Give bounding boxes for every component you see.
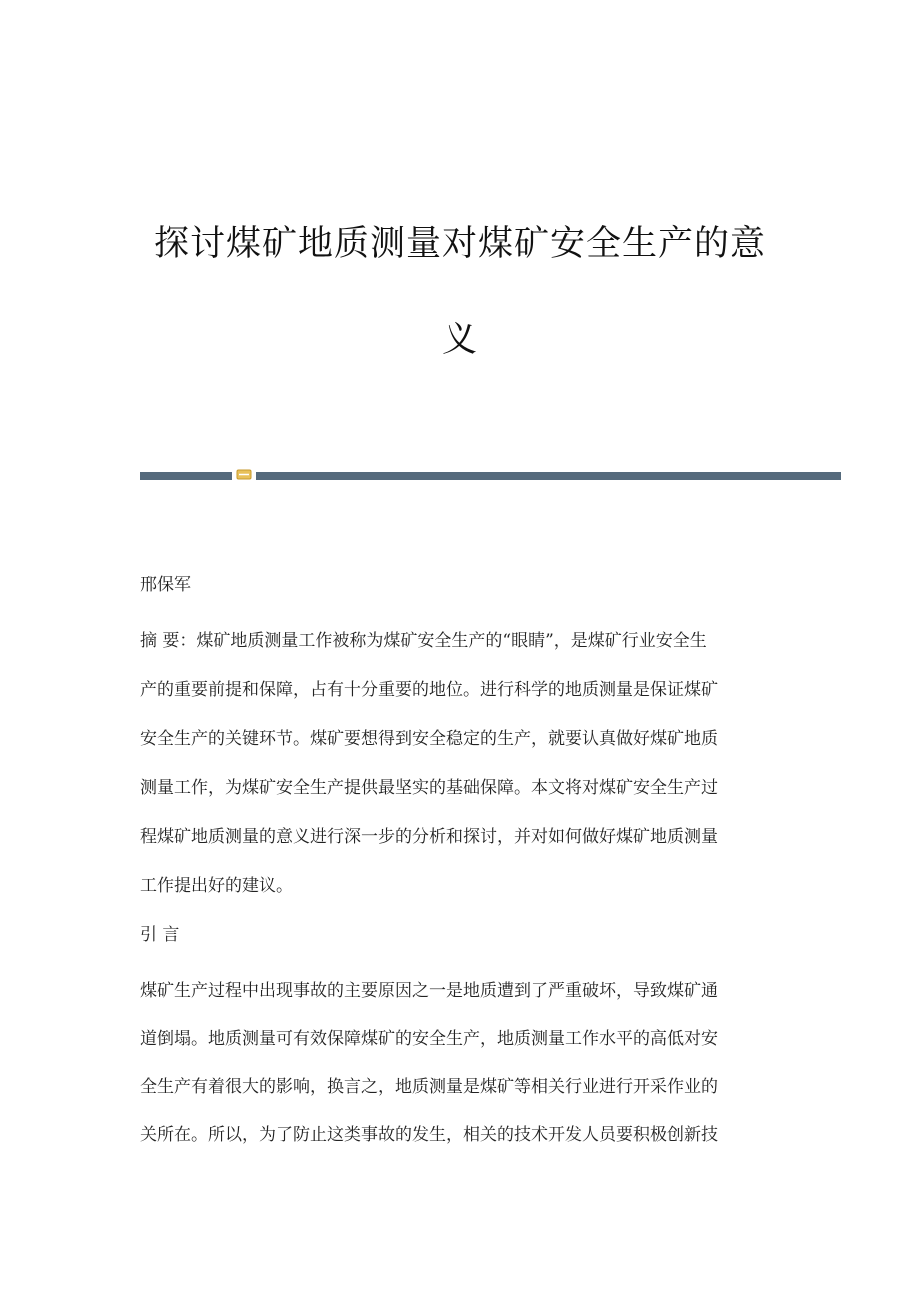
intro-line: 全生产有着很大的影响，换言之，地质测量是煤矿等相关行业进行开采作业的 [140, 1077, 718, 1097]
abstract-line: 产的重要前提和保障，占有十分重要的地位。进行科学的地质测量是保证煤矿 [140, 680, 718, 700]
pencil-icon [236, 468, 252, 481]
abstract-line: 测量工作，为煤矿安全生产提供最坚实的基础保障。本文将对煤矿安全生产过 [140, 778, 718, 798]
intro-line: 道倒塌。地质测量可有效保障煤矿的安全生产，地质测量工作水平的高低对安 [140, 1029, 718, 1049]
abstract-line: 安全生产的关键环节。煤矿要想得到安全稳定的生产，就要认真做好煤矿地质 [140, 729, 718, 749]
divider-bar-left [140, 472, 232, 480]
intro-line: 煤矿生产过程中出现事故的主要原因之一是地质遭到了严重破坏，导致煤矿通 [140, 981, 718, 1001]
abstract-line: 摘 要：煤矿地质测量工作被称为煤矿安全生产的“眼睛”，是煤矿行业安全生 [140, 631, 707, 651]
abstract-line: 程煤矿地质测量的意义进行深一步的分析和探讨，并对如何做好煤矿地质测量 [140, 827, 718, 847]
intro-line: 关所在。所以，为了防止这类事故的发生，相关的技术开发人员要积极创新技 [140, 1125, 718, 1145]
document-title-line-2: 义 [441, 320, 478, 360]
divider-bar-right [256, 472, 841, 480]
intro-heading: 引 言 [140, 925, 180, 945]
author-name: 邢保军 [140, 575, 191, 595]
document-title-line-1: 探讨煤矿地质测量对煤矿安全生产的意 [153, 224, 766, 264]
title-divider [140, 468, 841, 482]
abstract-line: 工作提出好的建议。 [140, 876, 293, 896]
